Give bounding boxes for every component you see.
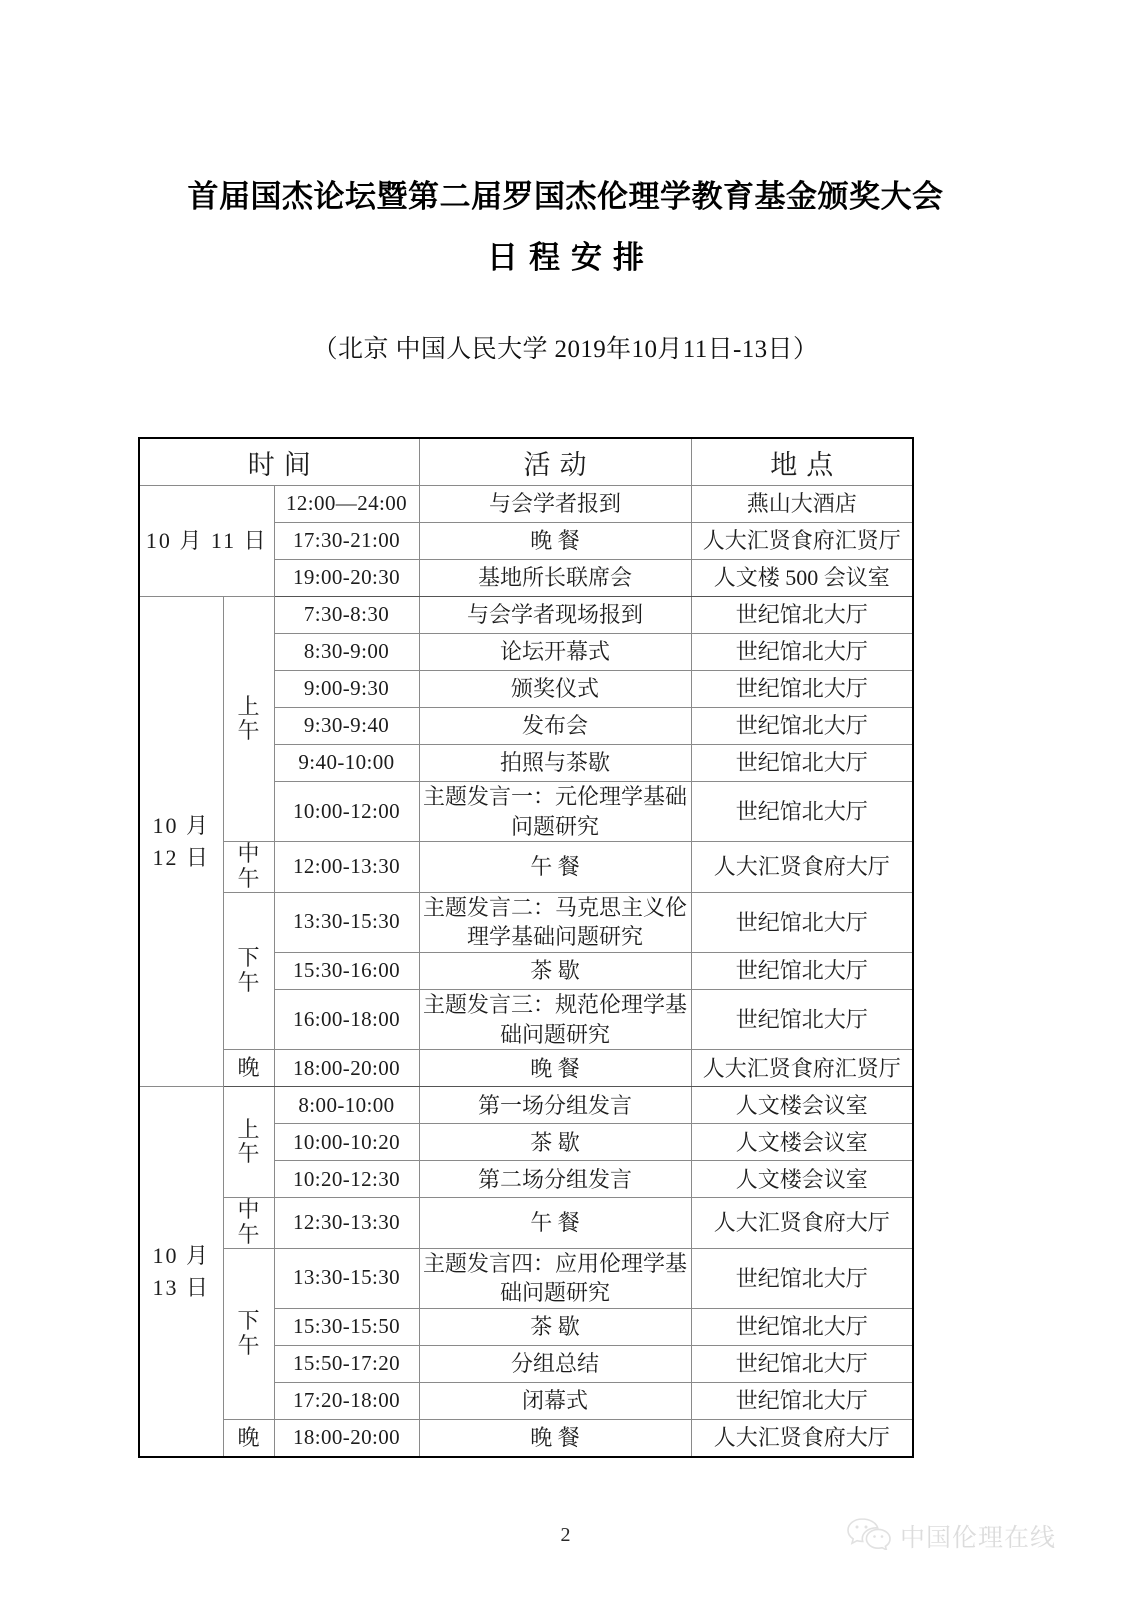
row-activity: 论坛开幕式: [419, 634, 691, 671]
row-time: 19:00-20:30: [274, 560, 419, 597]
period-label: 上午: [237, 1116, 260, 1167]
row-activity: 晚 餐: [419, 523, 691, 560]
period-label-cell: [223, 1050, 274, 1087]
row-place: 世纪馆北大厅: [691, 1309, 913, 1346]
row-time: 10:00-12:00: [274, 782, 419, 842]
day-date-line: 12 日: [152, 844, 210, 870]
row-time: 7:30-8:30: [274, 597, 419, 634]
period-label: 晚: [237, 1424, 260, 1450]
row-activity: 主题发言三：规范伦理学基础问题研究: [419, 990, 691, 1050]
row-place: 人文楼会议室: [691, 1124, 913, 1161]
row-place: 世纪馆北大厅: [691, 708, 913, 745]
row-place: 燕山大酒店: [691, 486, 913, 523]
row-time: 15:30-16:00: [274, 953, 419, 990]
row-place: 世纪馆北大厅: [691, 782, 913, 842]
watermark: [846, 1516, 1056, 1555]
row-time: 15:50-17:20: [274, 1346, 419, 1383]
row-time: 9:30-9:40: [274, 708, 419, 745]
row-place: 人大汇贤食府大厅: [691, 842, 913, 892]
table-row: [139, 486, 913, 523]
row-activity: 基地所长联席会: [419, 560, 691, 597]
row-time: 12:00-13:30: [274, 842, 419, 892]
row-place: 世纪馆北大厅: [691, 1383, 913, 1420]
row-activity: 拍照与茶歇: [419, 745, 691, 782]
table-row: [139, 1087, 913, 1124]
row-activity: 第二场分组发言: [419, 1161, 691, 1198]
period-label-cell: [223, 1248, 274, 1419]
table-row: [139, 597, 913, 634]
watermark-text: 中国伦理在线: [900, 1523, 1057, 1552]
row-activity: 分组总结: [419, 1346, 691, 1383]
row-place: 人大汇贤食府汇贤厅: [691, 523, 913, 560]
period-label: 下午: [237, 945, 260, 995]
row-activity: 茶 歇: [419, 1124, 691, 1161]
row-time: 10:20-12:30: [274, 1161, 419, 1198]
column-header-activity: 活动: [419, 438, 691, 486]
row-time: 10:00-10:20: [274, 1124, 419, 1161]
schedule-table-head: [139, 438, 913, 486]
column-header-place: 地点: [691, 438, 913, 486]
row-time: 15:30-15:50: [274, 1309, 419, 1346]
row-time: 13:30-15:30: [274, 892, 419, 952]
row-time: 12:30-13:30: [274, 1198, 419, 1248]
period-label-cell: [223, 1087, 274, 1198]
period-label: 下午: [237, 1308, 260, 1358]
row-place: 世纪馆北大厅: [691, 597, 913, 634]
row-activity: 主题发言四：应用伦理学基础问题研究: [419, 1248, 691, 1308]
row-activity: 颁奖仪式: [419, 671, 691, 708]
row-activity: 发布会: [419, 708, 691, 745]
row-activity: 与会学者报到: [419, 486, 691, 523]
row-activity: 闭幕式: [419, 1383, 691, 1420]
period-label: 中午: [237, 841, 260, 891]
page-number: 2: [560, 1524, 571, 1546]
row-activity: 茶 歇: [419, 953, 691, 990]
table-row: [139, 1050, 913, 1087]
row-place: 世纪馆北大厅: [691, 892, 913, 952]
day-date-line: 10 月: [152, 1242, 210, 1268]
row-place: 世纪馆北大厅: [691, 953, 913, 990]
row-activity: 与会学者现场报到: [419, 597, 691, 634]
document-title-line1: 首届国杰论坛暨第二届罗国杰伦理学教育基金颁奖大会: [187, 179, 944, 214]
row-time: 18:00-20:00: [274, 1420, 419, 1458]
schedule-table: [138, 437, 914, 1458]
row-time: 8:00-10:00: [274, 1087, 419, 1124]
row-time: 9:00-9:30: [274, 671, 419, 708]
row-time: 12:00—24:00: [274, 486, 419, 523]
period-label-cell: [223, 892, 274, 1050]
row-place: 人文楼会议室: [691, 1087, 913, 1124]
day-date-line: 10 月 11 日: [145, 528, 268, 554]
document-title-line2: 日程安排: [487, 240, 655, 275]
row-activity: 茶 歇: [419, 1309, 691, 1346]
table-row: [139, 1198, 913, 1248]
row-time: 17:30-21:00: [274, 523, 419, 560]
day-date-line: 13 日: [152, 1274, 210, 1300]
schedule-table-wrapper: [138, 437, 912, 1458]
row-place: 人大汇贤食府大厅: [691, 1420, 913, 1458]
row-place: 人文楼 500 会议室: [691, 560, 913, 597]
day-date-line: 10 月: [152, 812, 210, 838]
row-activity: 第一场分组发言: [419, 1087, 691, 1124]
row-activity: 晚 餐: [419, 1420, 691, 1458]
period-label: 上午: [237, 693, 260, 744]
row-time: 13:30-15:30: [274, 1248, 419, 1308]
row-activity: 午 餐: [419, 1198, 691, 1248]
table-row: [139, 1420, 913, 1458]
period-label: 晚: [237, 1055, 260, 1081]
row-activity: 主题发言一：元伦理学基础问题研究: [419, 782, 691, 842]
schedule-table-body: [139, 486, 913, 1458]
table-row: [139, 892, 913, 952]
period-label-cell: [223, 842, 274, 892]
row-time: 8:30-9:00: [274, 634, 419, 671]
row-place: 世纪馆北大厅: [691, 671, 913, 708]
row-place: 世纪馆北大厅: [691, 990, 913, 1050]
row-place: 人大汇贤食府汇贤厅: [691, 1050, 913, 1087]
row-place: 人文楼会议室: [691, 1161, 913, 1198]
period-label-cell: [223, 1420, 274, 1458]
table-row: [139, 1248, 913, 1308]
day-date-cell: [139, 486, 274, 597]
row-time: 9:40-10:00: [274, 745, 419, 782]
row-activity: 午 餐: [419, 842, 691, 892]
document-meta: （北京 中国人民大学 2019年10月11日-13日）: [312, 336, 819, 363]
row-time: 16:00-18:00: [274, 990, 419, 1050]
row-time: 17:20-18:00: [274, 1383, 419, 1420]
day-date-cell: [139, 1087, 223, 1457]
row-place: 世纪馆北大厅: [691, 745, 913, 782]
row-activity: 主题发言二：马克思主义伦理学基础问题研究: [419, 892, 691, 952]
row-time: 18:00-20:00: [274, 1050, 419, 1087]
row-place: 世纪馆北大厅: [691, 1248, 913, 1308]
row-place: 世纪馆北大厅: [691, 634, 913, 671]
period-label: 中午: [237, 1197, 260, 1247]
row-place: 人大汇贤食府大厅: [691, 1198, 913, 1248]
table-header-row: [139, 438, 913, 486]
row-activity: 晚 餐: [419, 1050, 691, 1087]
column-header-time: 时间: [139, 438, 419, 486]
row-place: 世纪馆北大厅: [691, 1346, 913, 1383]
wechat-icon: [846, 1516, 892, 1555]
period-label-cell: [223, 1198, 274, 1248]
table-row: [139, 842, 913, 892]
day-date-cell: [139, 597, 223, 1087]
period-label-cell: [223, 597, 274, 842]
